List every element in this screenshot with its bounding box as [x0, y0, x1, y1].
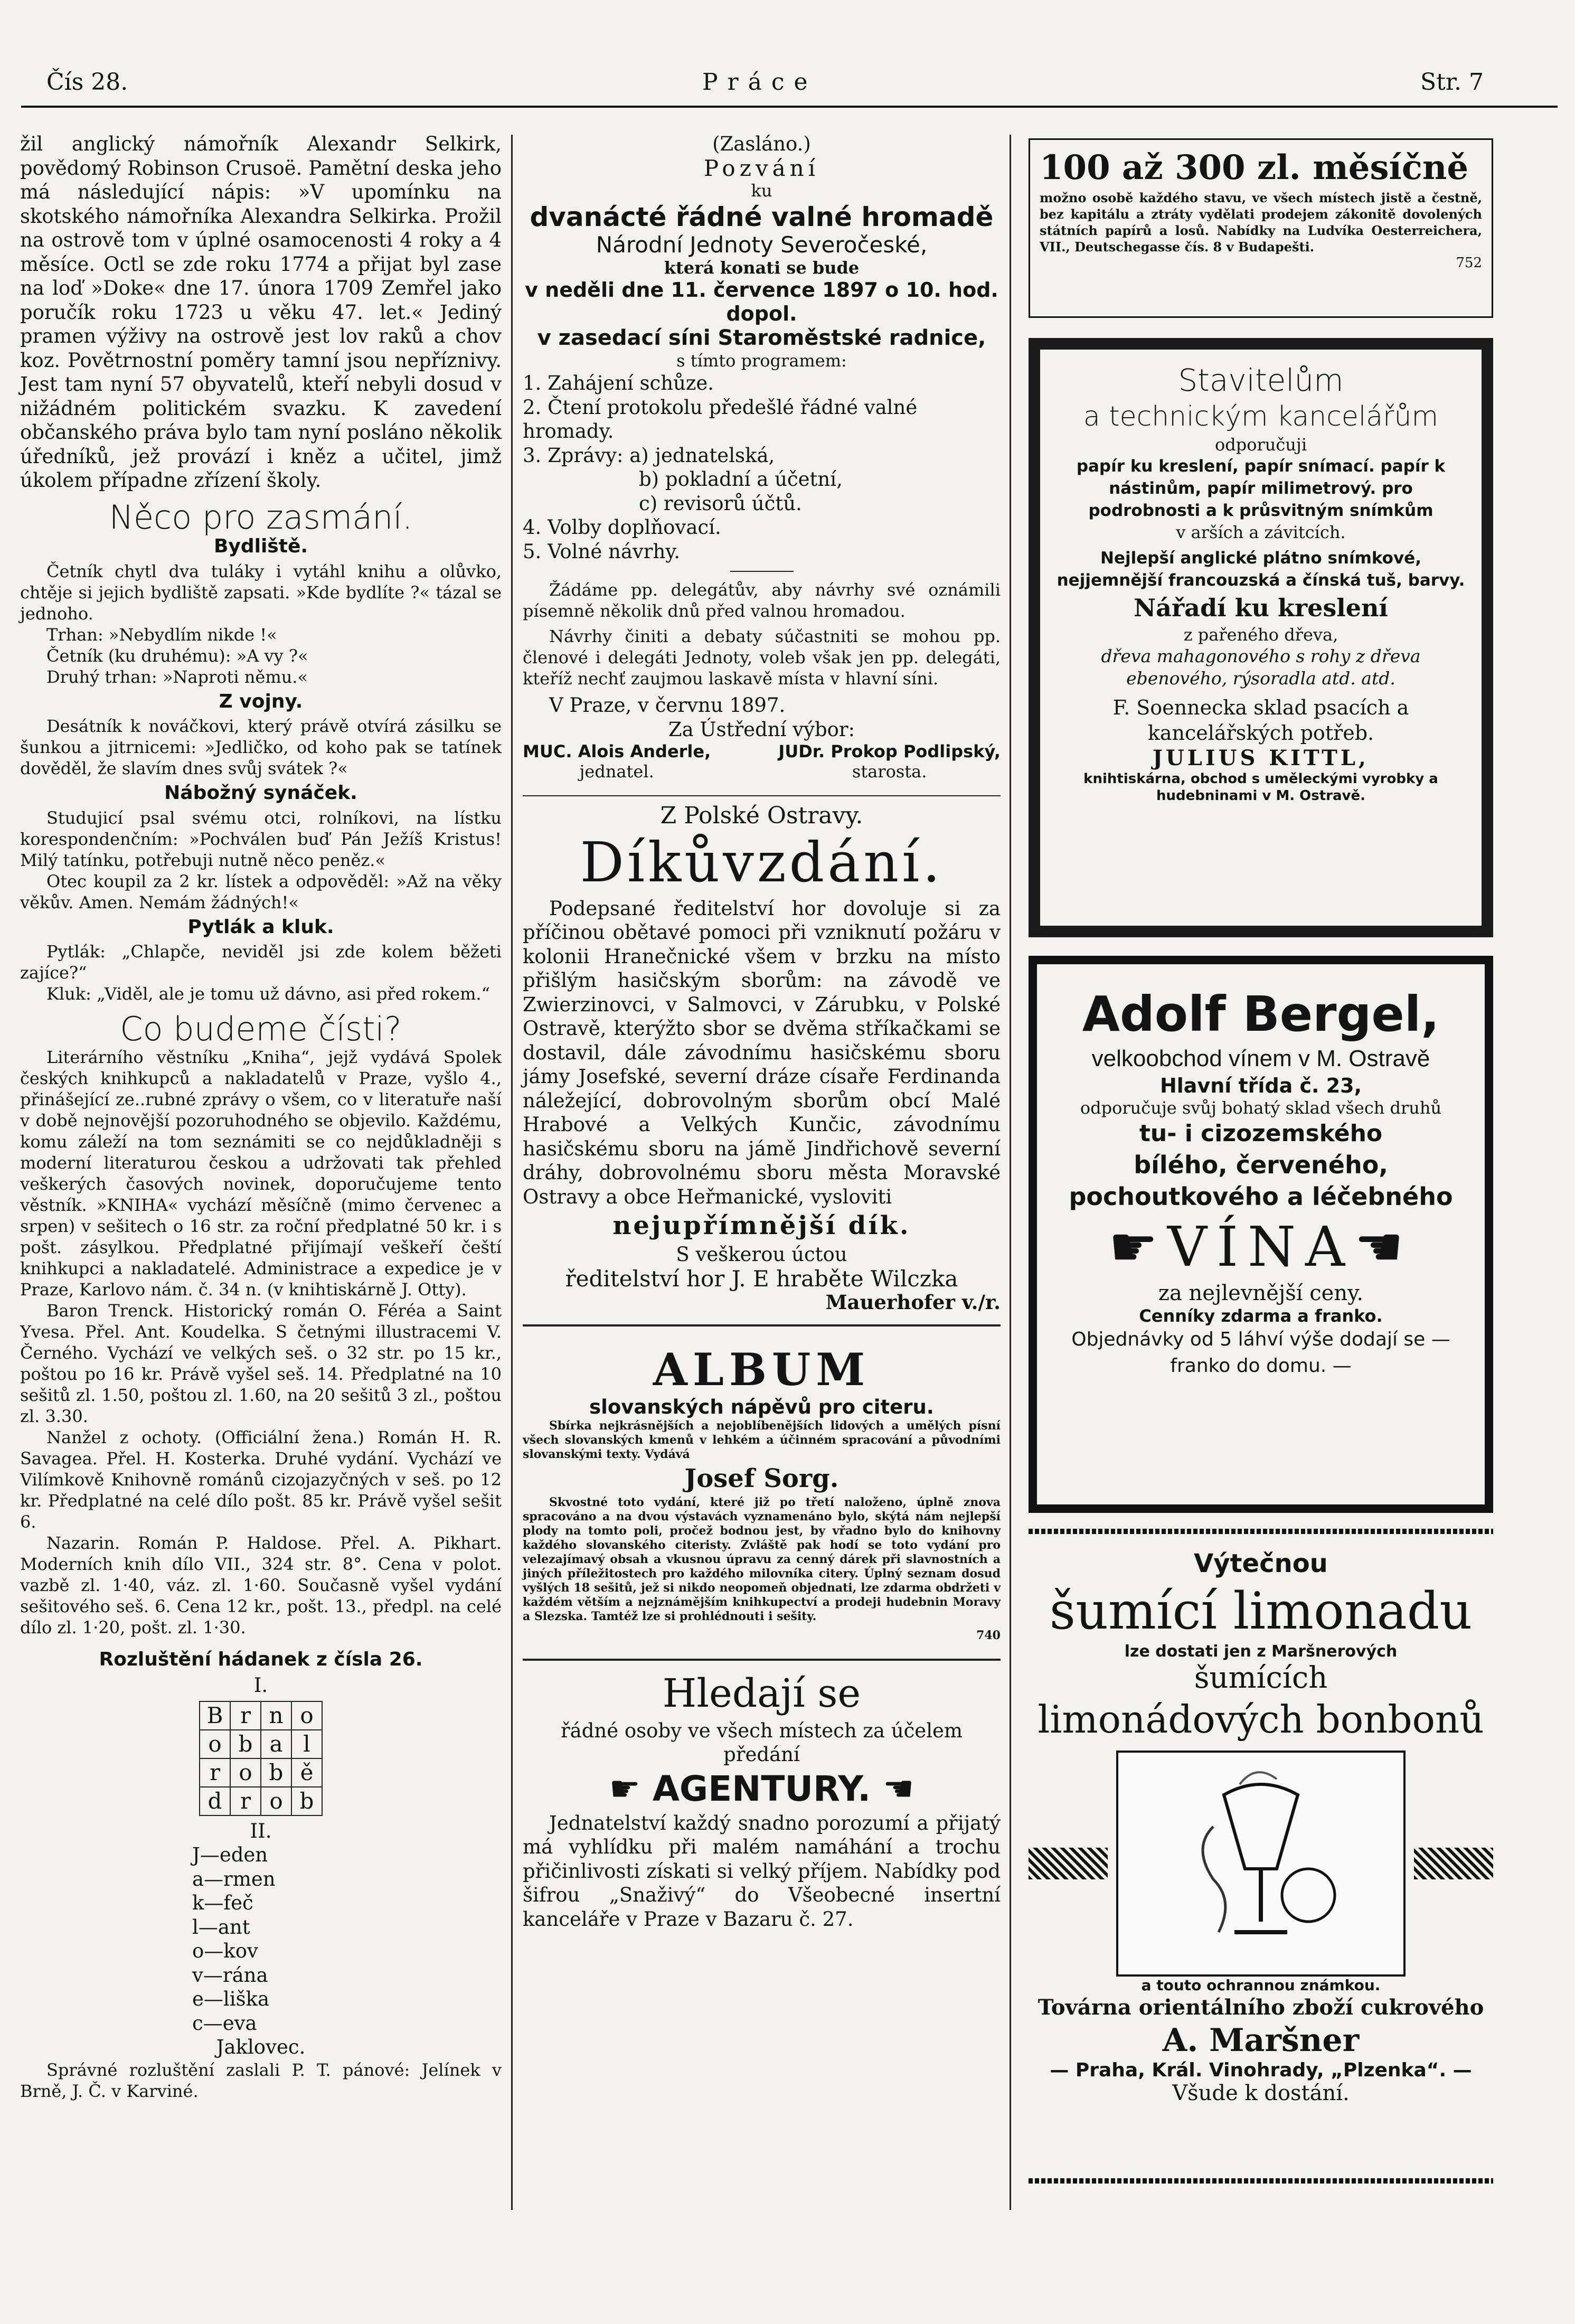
issue-number: Čís 28. [46, 69, 128, 96]
ad3-wine-text: VÍNA [1167, 1215, 1355, 1279]
column-divider-1 [511, 135, 513, 2210]
ad2-sheets: v arších a závitcích. [1176, 522, 1346, 542]
program-item: 1. Zahájení schůze. [523, 372, 714, 394]
committee-label: Za Ústřední výbor: [668, 718, 855, 741]
program-item: 4. Volby doplňovací. [523, 516, 721, 539]
program-list [523, 371, 1001, 563]
ad2-subtitle: a technickým kancelářům [1083, 401, 1439, 432]
header-rule [21, 106, 1558, 108]
riddle-word: v—rána [192, 1963, 268, 1987]
ad-earnings-body: možno osobě každého stavu, ve všech místech jistě a čestně, bez kapitálu a ztráty vydělati prodejem zákonitě dovolených státních papírů a losů. Nabídky na Ludvíka Oesterreichera, VII., Deutschegasse čís. 8 v Budapešti. [1040, 190, 1482, 255]
grid-cell: b [291, 1787, 322, 1815]
ornament-icon [1414, 1848, 1493, 1879]
signatures [523, 741, 1001, 782]
assembly-venue: v zasedací síni Staroměstské radnice, [537, 325, 986, 350]
joke1-line1: Trhan: »Nebydlím nikde !« [46, 624, 277, 645]
riddle-word: o—kov [192, 1940, 258, 1962]
pointing-hand-icon: ☚ [871, 1768, 914, 1809]
ad4-fizzing: šumících [1194, 1661, 1328, 1695]
grid-cell: o [291, 1701, 322, 1730]
wanted-sub: řádné osoby ve všech místech za účelem předání [560, 1719, 963, 1766]
ad3-name: Adolf Bergel, [1082, 986, 1440, 1042]
grid-cell: r [230, 1787, 261, 1815]
grid-cell: l [291, 1730, 322, 1758]
ad2-title: Stavitelům [1178, 362, 1344, 398]
ad2-printing: knihtiskárna, obchod s uměleckými vyrobky a hudebninami v M. Ostravě. [1083, 771, 1438, 804]
wanted-heading: Hledají se [662, 1670, 861, 1716]
selkirk-article: žil anglický námořník Alexandr Selkirk, povědomý Robinson Crusoë. Pamětní deska jeho má následující nápis: »V upomínku na skotského námořníka Alexandra Selkirka. Prožil na ostrově tom v úplné osamocenosti 4 roky a 4 měsíce. Octl se zde roku 1774 a přijat byl zase na loď »Doke« dne 17. února 1709 Zemřel jako poručík roku 1723 u věku 47. let.« Jediný pramen výživy na ostrově jest lov raků a chov koz. Povětrnostní poměry tamní jsou nepříznivy. Jest tam nyní 57 obyvatelů, kteří nebyli dosud v nižádném politickém svazku. K zavedení občanského práva bylo tam nyní posláno několik úředníků, jež provází i kněz a učitel, jimž úkolem případne zřízení školy. [20, 133, 502, 492]
ad2-wood: z pařeného dřeva, [1183, 625, 1338, 645]
ad3-domestic: tu- i cizozemského [1139, 1120, 1383, 1147]
divider [730, 571, 794, 572]
riddle-part-2: II. [250, 1819, 272, 1842]
riddle-answer: Jaklovec. [216, 2036, 306, 2058]
grid-cell: ě [291, 1758, 322, 1787]
trademark-row [1029, 1751, 1493, 1977]
ad4-excellent: Výtečnou [1194, 1549, 1328, 1578]
riddle-word: c—eva [192, 2011, 257, 2035]
joke1-body: Četník chytl dva tuláky i vytáhl knihu a olůvko, chtěje si jejich bydliště zapsati. »Kde bydlíte ?« tázal se jednoho. [20, 561, 502, 624]
joke2-body: Desátník k nováčkovi, který právě otvírá zásilku se šunkou a jitrnicemi: »Jedličko, od koho pak se tatínek dověděl, že slavím dnes svůj svátek ?« [20, 716, 502, 778]
voting-note: Návrhy činiti a debaty súčastniti se mohou pp. členové i delegáti Jednoty, voleb však jen pp. delegáti, kteříž nechť zaujmou laskavě místa v hlavní síni. [523, 626, 1001, 689]
ornament-rule [1029, 2178, 1493, 2184]
album-subtitle: slovanských nápěvů pro citeru. [589, 1395, 934, 1418]
ornament-icon [1029, 1848, 1108, 1879]
divider [523, 1324, 1001, 1326]
grid-cell: b [261, 1758, 291, 1787]
ad2-soennecken: F. Soennecka sklad psacích a kancelářských potřeb. [1112, 696, 1409, 745]
review-kniha: Literárního věstníku „Kniha“, jejž vydává Spolek českých knihkupců a nakladatelů v Praze, vyšlo 4., přinášející ze..rubné zprávy o všem, co v literatuře naší v době nejnovější pozoruhodného se objevilo. Každému, komu záleží na tom seznámiti se co nejdůkladněji s moderní literaturou českou a udržovati tak přehled veškerých časových novinek, doporučujeme tento věstník. »KNIHA« vychází měsíčně (mimo červenec a srpen) v sešitech o 16 str. za roční předplatné 50 kr. i s pošt. zásylkou. Předplatné přijímají veškeří čeští knihkupci a nakladatelé. Administrace a expedice je v Praze, Karlovo nám. č. 34 n. (v knihtiskárně J. Otty). [20, 1047, 502, 1300]
program-item: 5. Volné návrhy. [523, 540, 681, 563]
album-ad [523, 1344, 1001, 1648]
review-trenck: Baron Trenck. Historický román O. Féréa a Saint Yvesa. Přel. Ant. Koudelka. S četnými illustracemi V. Černého. Vychází ve velkých seš. o 32 str. po 15 kr., poštou po 16 kr. Právě vyšel seš. 14. Předplatné na 10 sešitů zl. 1.50, poštou zl. 1.60, na 20 sešitů 3 zl., poštou zl. 3.30. [20, 1300, 502, 1426]
grid-cell: b [230, 1730, 261, 1758]
grid-cell: r [200, 1758, 230, 1787]
invitation-heading: Pozvání [703, 155, 820, 181]
ad3-price: za nejlevnější ceny. [1158, 1281, 1364, 1305]
program-item: c) revisorů účtů. [639, 492, 802, 515]
ad3-wine-heading [1053, 1212, 1469, 1281]
ostrava-heading: Z Polské Ostravy. [660, 802, 863, 829]
trademark-glass-icon [1150, 1763, 1372, 1964]
page-number: Str. 7 [1420, 69, 1484, 96]
ad-architects [1029, 338, 1493, 937]
trademark-image [1116, 1751, 1406, 1977]
riddle-word: k—feč [192, 1892, 253, 1914]
zaslano-label: (Zasláno.) [712, 133, 811, 155]
grid-cell: B [200, 1701, 230, 1730]
ad-lemonade [1029, 1547, 1493, 2105]
assembly-title: dvanácté řádné valné hromadě [530, 202, 994, 232]
joke1-line2: Četník (ku druhému): »A vy ?« [46, 645, 308, 666]
ad2-kittl: JULIUS KITTL, [1153, 746, 1369, 770]
ad2-canvas: Nejlepší anglické plátno snímkové, nejjemnější francouzská a čínská tuš, barvy. [1057, 549, 1465, 590]
reading-heading: Co budeme čísti? [120, 1010, 402, 1048]
ad3-orders: Objednávky od 5 láhví výše dodají se — franko do domu. — [1071, 1329, 1450, 1377]
riddle-word: e—liška [192, 1988, 270, 2010]
joke4-body2: Kluk: „Viděl, ale je tomu už dávno, asi před rokem.“ [46, 984, 490, 1004]
joke3-body2: Otec koupil za 2 kr. lístek a odpověděl: »Až na věky věkův. Amen. Nemám žádných!« [20, 871, 502, 912]
signer-name: JUDr. Prokop Podlipský, [778, 741, 1001, 761]
signer-name: MUC. Alois Anderle, [523, 741, 711, 761]
ad-earnings-title: 100 až 300 zl. měsíčně [1040, 148, 1469, 187]
joke4-body: Pytlák: „Chlapče, neviděl jsi zde kolem běžeti zajíce?“ [20, 942, 502, 983]
grid-cell: o [261, 1787, 291, 1815]
ad4-factory: Továrna orientálního zboží cukrového [1038, 1995, 1484, 2020]
ad3-recommends: odporučuje svůj bohatý sklad všech druhů [1080, 1098, 1442, 1118]
thanks-heading: Díkůvzdání. [580, 830, 944, 895]
album-ad-number: 740 [976, 1629, 1001, 1642]
assembly-note: která konati se bude [664, 257, 860, 278]
grid-cell: a [261, 1730, 291, 1758]
ad3-kinds: bílého, červeného, pochoutkového a léčebného [1069, 1151, 1453, 1211]
divider [523, 795, 1001, 796]
album-author: Josef Sorg. [684, 1464, 839, 1493]
invitation-ku: ku [751, 181, 772, 201]
signer-role: jednatel. [579, 761, 654, 782]
column-left [20, 132, 502, 2102]
mine-directorate: ředitelství hor J. E hraběte Wilczka [565, 1265, 958, 1292]
thanks-body: Podepsané ředitelství hor dovoluje si za příčinou obětavé pomoci při vzniknutí požáru v kolonii Hranečnické všem v brzku na místo přišlým hasičským sborům: na závodě ve Zwierzinovci, v Salmovci, v Zárubku, v Polské Ostravě, kterýžto sbor se dvěma stříkačkami se dostavil, dále závodnímu hasičskému sboru jámy Josefské, severní dráze císaře Ferdinanda náležející, dobrovolným sborům obcí Malé Hrabové a Velkých Kunčic, závodnímu hasičskému sboru na jámě Jindřichově severní dráhy, dobrovolnému sboru města Moravské Ostravy a obce Heřmanické, vysloviti [523, 897, 1001, 1208]
ad4-company: A. Maršner [1162, 2022, 1360, 2059]
grid-cell: o [230, 1758, 261, 1787]
ad4-available: Všude k dostání. [1172, 2081, 1350, 2105]
riddle-part-1: I. [253, 1674, 268, 1697]
review-nazarin: Nazarin. Román P. Haldose. Přel. A. Pikhart. Moderních knih dílo VII., 324 str. 8°. Cena v polot. vazbě zl. 1·40, váz. zl. 1·60. Současně vyšel vydání sešitového seš. 6. Cena 12 kr., pošt. 13., předpl. na celé dílo zl. 1·20, pošt. zl. 1·30. [20, 1532, 502, 1638]
association-name: Národní Jednoty Severočeské, [596, 232, 928, 258]
newspaper-title: Práce [702, 69, 817, 96]
ad4-only: lze dostati jen z Maršnerových [1124, 1642, 1398, 1661]
grid-cell: n [261, 1701, 291, 1730]
joke3-title: Nábožný synáček. [164, 782, 357, 804]
column-divider-2 [1010, 135, 1011, 2210]
ad2-papers: papír ku kreslení, papír snímací. papír k nástinům, papír milimetrový. pro podrobnosti a k průsvitným snímkům [1076, 457, 1446, 520]
ad2-mahogany: dřeva mahagonového s rohy z dřeva ebenového, rýsoradla atd. atd. [1101, 646, 1421, 689]
riddle-word: l—ant [192, 1915, 250, 1939]
ad3-address: Hlavní třída č. 23, [1159, 1074, 1362, 1097]
thanks-respect: S veškerou úctou [676, 1243, 847, 1266]
ornament-rule [1029, 1529, 1493, 1534]
review-savage: Nanžel z ochoty. (Officiální žena.) Román H. R. Savagea. Přel. H. Kosterka. Druhé vydání. Vychází ve Vilímkově Knihovně románů cizojazyčných v seš. po 12 kr. Předplatné na celé dílo pošt. 85 kr. Právě vyšel sešit 6. [20, 1427, 502, 1532]
joke1-title: Bydliště. [213, 535, 308, 557]
joke3-body: Studujicí psal svému otci, rolníkovi, na lístku korespondenčním: »Pochválen buď Pán Ježíš Kristus! Milý tatínku, potřebuji nutně něco peněz.« [20, 807, 502, 870]
signature-left [523, 741, 711, 782]
signer-role: starosta. [852, 761, 927, 782]
signature-mauerhofer: Mauerhofer v./r. [825, 1291, 1001, 1314]
riddle-word: a—rmen [192, 1867, 276, 1890]
album-title: ALBUM [653, 1343, 871, 1396]
program-item: 2. Čtení protokolu předešlé řádné valné hromady. [523, 396, 918, 443]
divider [523, 1659, 1001, 1661]
riddle-word: J—eden [192, 1843, 268, 1866]
program-item: b) pokladní a účetní, [639, 468, 843, 491]
signature-right [778, 741, 1001, 782]
album-text2: Skvostné toto vydání, které již po třetí naloženo, úplně znova spracováno a na dvou výstavách vyznamenáno bylo, skýtá nám nejlepší plody na tomto poli, pročež bodnou jest, by vřadno bylo do knihovny každého slovanského citeristy. Zvláště pak hodí se toto vydání pro velezajímavý obsah a vkusnou úpravu za cenný dárek při slavnostních a jiných příležitostech pro každého milovníka citery. Úplný seznam dosud vyšlých 18 sešitů, jež si nikdo neopomeň objednati, lze zdarma obdržeti v každém větším a nejznámějším knihkupectví a prodeji hudebnin Moravy a Slezska. Tamtéž lze si prohlédnouti i sešity. [523, 1495, 1001, 1623]
ad3-catalog: Cenníky zdarma a franko. [1139, 1306, 1383, 1326]
program-intro: s tímto programem: [676, 351, 847, 371]
agency-heading [523, 1767, 1001, 1811]
grid-cell: r [230, 1701, 261, 1730]
ad-earnings [1029, 138, 1493, 318]
album-text1: Sbírka nejkrásnějších a nejoblíbenějších lidových a umělých písní všech slovanských kmenů v lehkém a účinném spracování a původními slovanskými texty. Vydává [523, 1419, 1001, 1461]
ad-wine [1029, 956, 1493, 1513]
pointing-hand-icon: ☛ [609, 1768, 653, 1809]
joke2-title: Z vojny. [219, 690, 303, 712]
joke4-title: Pytlák a kluk. [187, 916, 334, 938]
pointing-hand-icon: ☛ [1108, 1215, 1167, 1279]
ad2-recommend: odporučuji [1214, 435, 1307, 455]
agency-heading-text: AGENTURY. [652, 1768, 871, 1809]
grid-cell: d [200, 1787, 230, 1815]
agency-body: Jednatelství každý snadno porozumí a přijatý má vyhlídku při malém namáhání a trochu přičinlivosti získati si velký příjem. Nabídky pod šifrou „Snaživý“ do Všeobecné insertní kanceláře v Praze v Bazaru č. 27. [523, 1811, 1001, 1931]
delegates-note: Žádáme pp. delegátův, aby návrhy své oznámili písemně několik dnů před valnou hromadou. [523, 580, 1001, 621]
pointing-hand-icon: ☚ [1354, 1215, 1413, 1279]
ad4-bonbons: limonádových bonbonů [1038, 1697, 1484, 1742]
riddle-word-list [192, 1843, 329, 2035]
program-item: 3. Zprávy: a) jednatelská, [523, 444, 775, 467]
humor-heading: Něco pro zasmání. [109, 497, 413, 537]
ad3-business: velkoobchod vínem v M. Ostravě [1091, 1046, 1430, 1071]
column-middle [523, 132, 1001, 1931]
riddle-heading: Rozluštění hádanek z čísla 26. [99, 1648, 423, 1670]
ad4-lemonade: šumící limonadu [1049, 1582, 1473, 1641]
riddle-solvers: Správné rozluštění zaslali P. T. pánové: Jelínek v Brně, J. Č. v Karviné. [20, 2059, 502, 2101]
place-date: V Praze, v červnu 1897. [549, 694, 786, 717]
ad-earnings-number: 752 [1456, 255, 1482, 271]
joke1-line3: Druhý trhan: »Naproti němu.« [46, 666, 308, 687]
grid-cell: o [200, 1730, 230, 1758]
ad2-tools-title: Nářadí ku kreslení [1134, 594, 1388, 622]
ad4-address: — Praha, Král. Vinohrady, „Plzenka“. — [1050, 2059, 1472, 2081]
thanks-big: nejupřímnější dík. [612, 1211, 911, 1240]
ad4-trademark-label: a touto ochrannou známkou. [1141, 1977, 1381, 1994]
assembly-date: v neděli dne 11. července 1897 o 10. hod. dopol. [525, 278, 998, 325]
riddle-grid [199, 1701, 323, 1816]
